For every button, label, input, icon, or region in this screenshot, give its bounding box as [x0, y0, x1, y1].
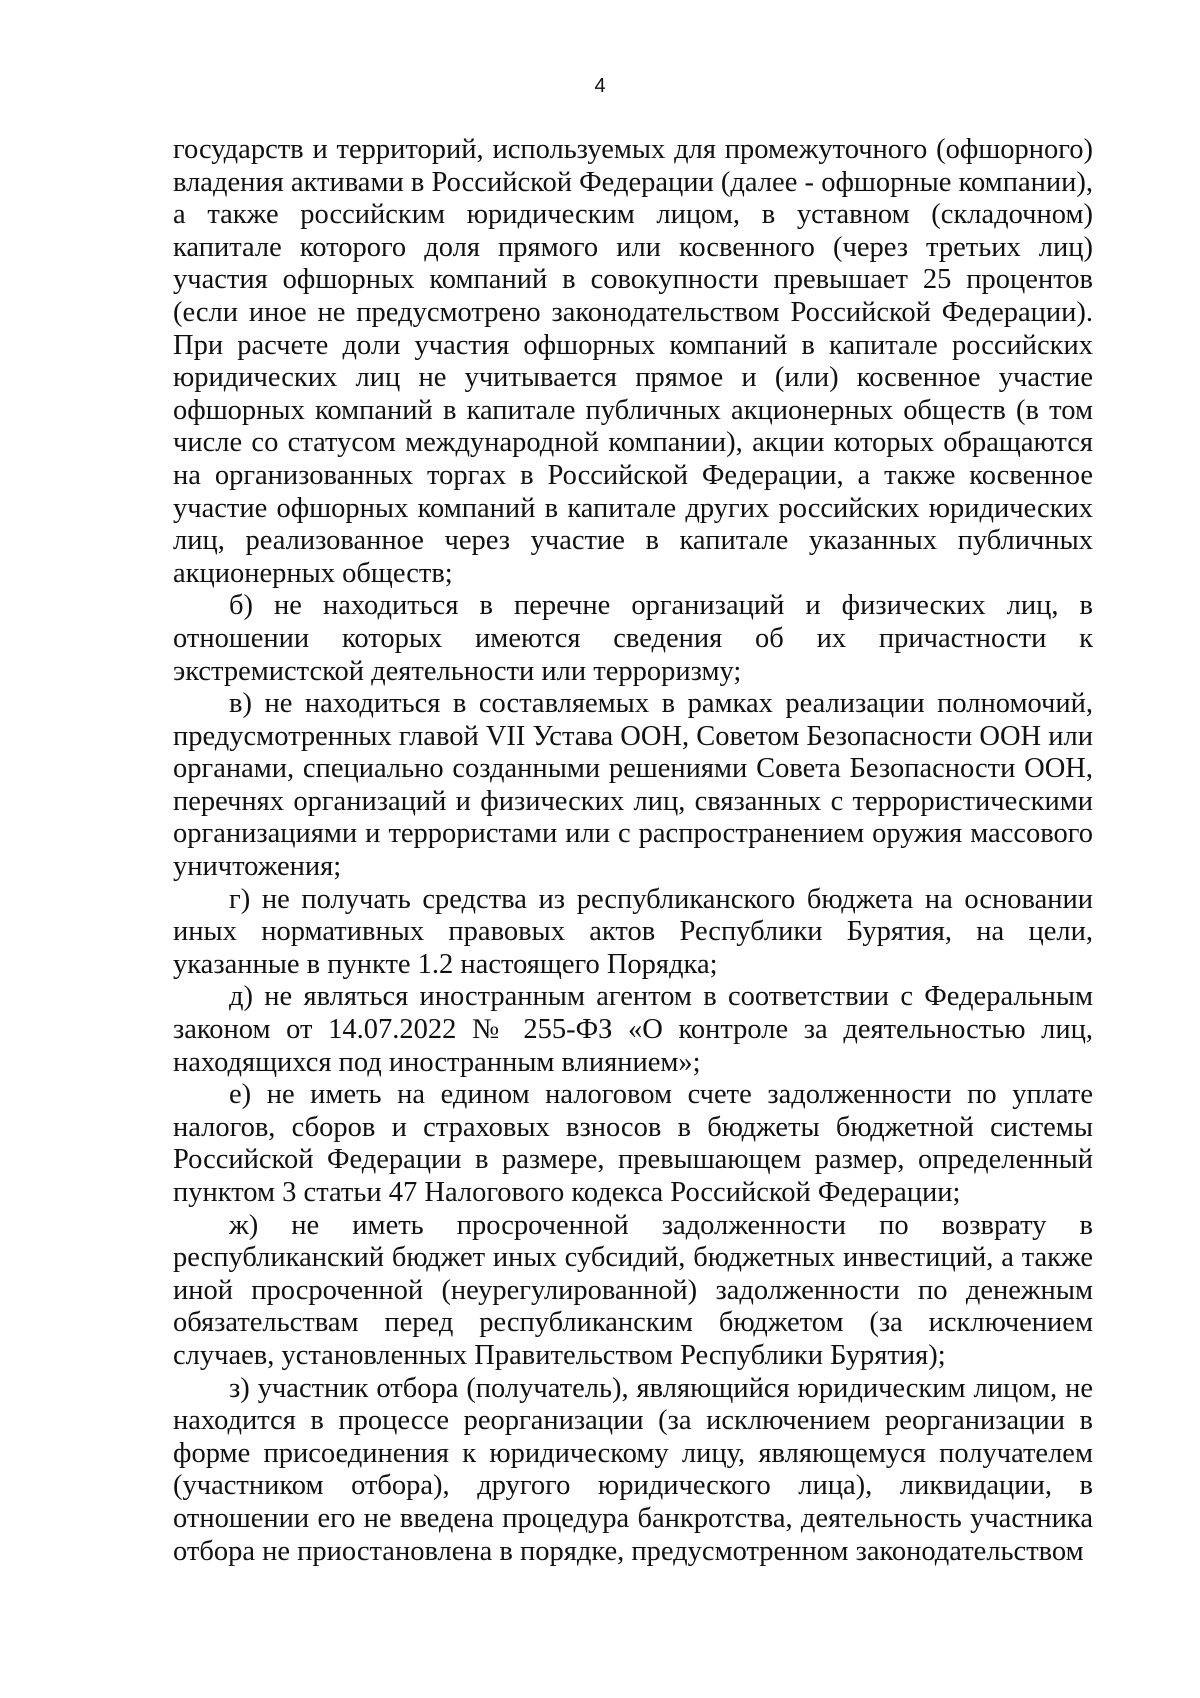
paragraph-continuation: государств и территорий, используемых для промежуточного (офшорного) владения активами в Российской Федерации (далее - офшорные компании), а также российским юридическим лицом, в уставном (складочном) капитале которого доля прямого или косвенного (через третьих лиц) участия офшорных компаний в совокупности превышает 25 процентов (если иное не предусмотрено законодательством Российской Федерации). При расчете доли участия офшорных компаний в капитале российских юридических лиц не учитывается прямое и (или) косвенное участие офшорных компаний в капитале публичных акционерных обществ (в том числе со статусом международной компании), акции которых обращаются на организованных торгах в Российской Федерации, а также косвенное участие офшорных компаний в капитале других российских юридических лиц, реализованное через участие в капитале указанных публичных акционерных обществ; [173, 134, 1093, 589]
page-number: 4 [594, 75, 606, 97]
paragraph-item-e: е) не иметь на едином налоговом счете задолженности по уплате налогов, сборов и страховых взносов в бюджеты бюджетной системы Российской Федерации в размере, превышающем размер, определенный пунктом 3 статьи 47 Налогового кодекса Российской Федерации; [173, 1079, 1093, 1208]
paragraph-item-z: з) участник отбора (получатель), являющийся юридическим лицом, не находится в процессе реорганизации (за исключением реорганизации в форме присоединения к юридическому лицу, являющемуся получателем (участником отбора), другого юридического лица), ликвидации, в отношении его не введена процедура банкротства, деятельность участника отбора не приостановлена в порядке, предусмотренном законодательством [173, 1372, 1093, 1567]
paragraph-item-d: д) не являться иностранным агентом в соответствии с Федеральным законом от 14.07.2022 № 255-ФЗ «О контроле за деятельностью лиц, находящихся под иностранным влиянием»; [173, 981, 1093, 1078]
paragraph-item-zh: ж) не иметь просроченной задолженности по возврату в республиканский бюджет иных субсидий, бюджетных инвестиций, а также иной просроченной (неурегулированной) задолженности по денежным обязательствам перед республиканским бюджетом (за исключением случаев, установленных Правительством Республики Бурятия); [173, 1209, 1093, 1371]
paragraph-item-g: г) не получать средства из республиканского бюджета на основании иных нормативных правовых актов Республики Бурятия, на цели, указанные в пункте 1.2 настоящего Порядка; [173, 883, 1093, 980]
paragraph-item-v: в) не находиться в составляемых в рамках реализации полномочий, предусмотренных главой VII Устава ООН, Советом Безопасности ООН или органами, специально созданными решениями Совета Безопасности ООН, перечнях организаций и физических лиц, связанных с террористическими организациями и террористами или с распространением оружия массового уничтожения; [173, 688, 1093, 883]
paragraph-item-b: б) не находиться в перечне организаций и физических лиц, в отношении которых имеются сведения об их причастности к экстремистской деятельности или терроризму; [173, 590, 1093, 687]
document-body [173, 134, 1093, 1568]
